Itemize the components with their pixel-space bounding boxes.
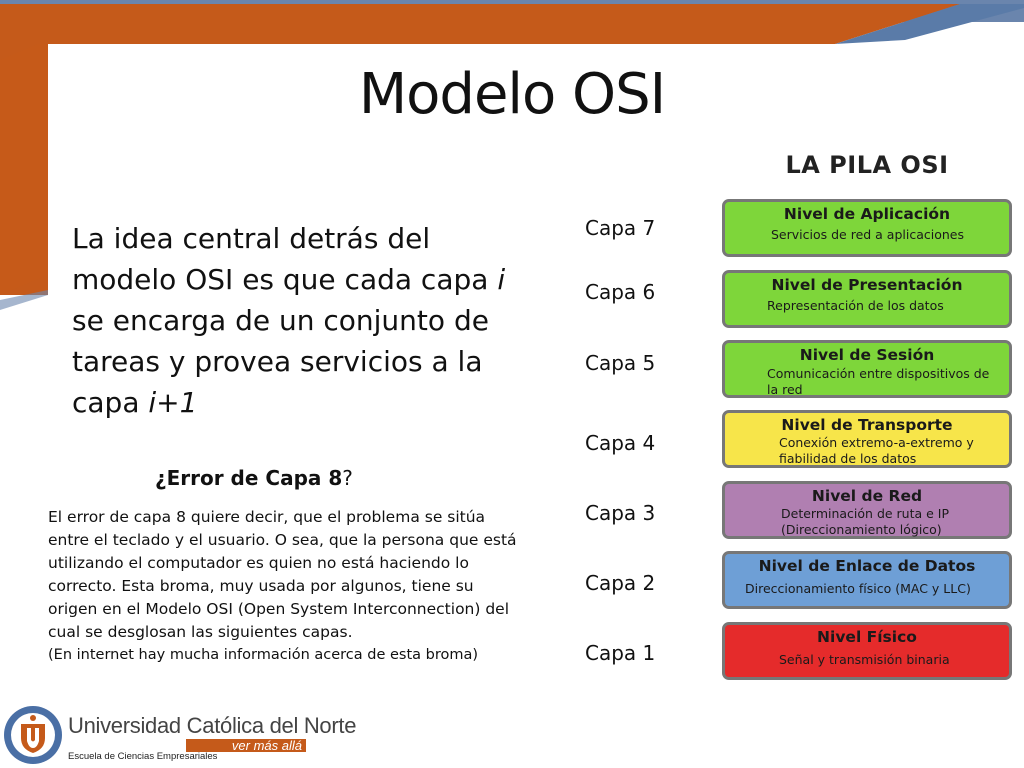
osi-layer-physical <box>722 622 1012 680</box>
error-heading-tail: ? <box>342 466 353 490</box>
osi-layer-application <box>722 199 1012 257</box>
osi-layer-desc: Determinación de ruta e IP (Direccionamiento lógico) <box>781 506 950 537</box>
error-heading <box>155 466 353 490</box>
error-body <box>48 506 518 667</box>
main-text-italic-i-plus-1: i+1 <box>148 386 198 419</box>
main-paragraph <box>72 218 512 423</box>
osi-layer-desc: Servicios de red a aplicaciones <box>771 227 964 242</box>
layer-label-4: Capa 4 <box>585 431 656 455</box>
osi-layer-name: Nivel de Transporte <box>781 416 953 434</box>
osi-layer-session <box>722 340 1012 398</box>
osi-layer-name: Nivel de Aplicación <box>783 205 951 223</box>
layer-label-2: Capa 2 <box>585 571 656 595</box>
university-name: Universidad Católica del Norte <box>68 713 357 738</box>
error-heading-bold: ¿Error de Capa 8 <box>155 466 343 490</box>
osi-layer-desc: Conexión extremo-a-extremo y fiabilidad de los datos <box>779 435 974 466</box>
layer-label-3: Capa 3 <box>585 501 656 525</box>
layer-label-6: Capa 6 <box>585 280 656 304</box>
osi-layer-name: Nivel de Presentación <box>771 276 963 294</box>
slide-title: Modelo OSI <box>358 62 666 127</box>
university-tagline: ver más allá <box>186 739 306 752</box>
osi-layer-desc: Señal y transmisión binaria <box>779 652 950 667</box>
osi-stack-title: LA PILA OSI <box>785 151 949 179</box>
osi-layer-name: Nivel Físico <box>817 628 917 646</box>
error-note: (En internet hay mucha información acerca de esta broma) <box>48 647 479 663</box>
main-text-part1: La idea central detrás del modelo OSI es que cada capa <box>72 222 498 296</box>
osi-layer-presentation <box>722 270 1012 328</box>
osi-layer-desc: Direccionamiento físico (MAC y LLC) <box>745 581 971 596</box>
school-name: Escuela de Ciencias Empresariales <box>68 751 218 762</box>
osi-layer-datalink <box>722 551 1012 609</box>
layer-label-7: Capa 7 <box>585 216 656 240</box>
osi-layer-name: Nivel de Enlace de Datos <box>758 557 976 575</box>
university-seal-icon <box>2 704 64 766</box>
main-text-part2: se encarga de un conjunto de tareas y provea servicios a la capa <box>72 304 489 419</box>
osi-layer-network <box>722 481 1012 539</box>
osi-layer-transport <box>722 410 1012 468</box>
layer-label-5: Capa 5 <box>585 351 656 375</box>
osi-layer-name: Nivel de Sesión <box>799 346 935 364</box>
main-text-italic-i: i <box>497 263 506 296</box>
osi-layer-desc: Comunicación entre dispositivos de la red <box>767 366 990 397</box>
osi-layer-name: Nivel de Red <box>811 487 923 505</box>
error-body-text: El error de capa 8 quiere decir, que el problema se sitúa entre el teclado y el usuario. O sea, que la persona que está utilizando el computador es quien no está haciendo lo correcto. Esta broma, muy usada por algunos, tiene su origen en el Modelo OSI (Open System Interconnection) del cual se desglosan las siguientes capas. <box>48 508 517 641</box>
osi-layer-desc: Representación de los datos <box>767 298 944 313</box>
layer-label-1: Capa 1 <box>585 641 656 665</box>
